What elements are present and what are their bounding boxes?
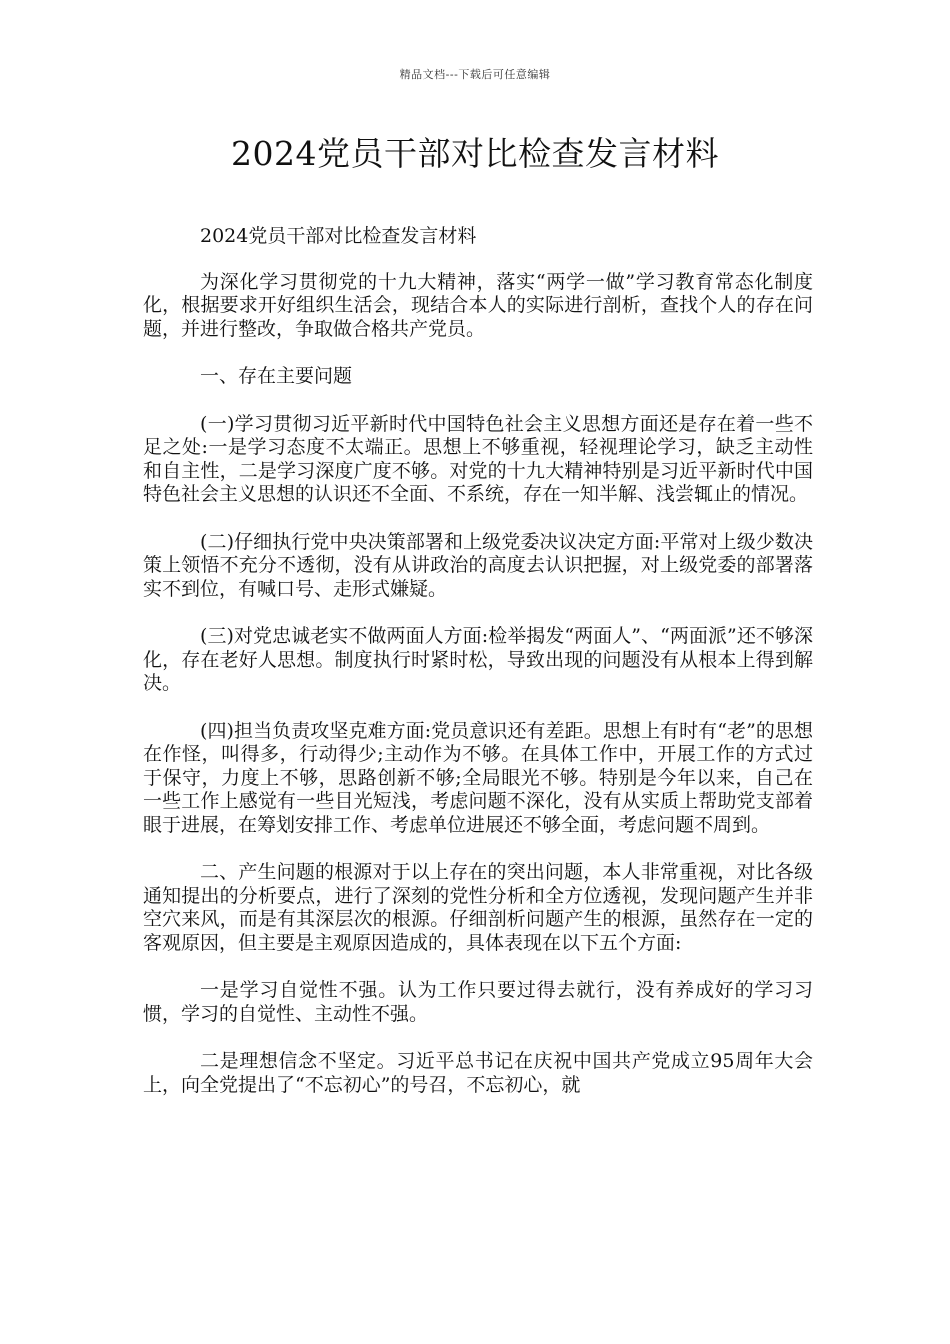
paragraph-problem-1: (一)学习贯彻习近平新时代中国特色社会主义思想方面还是存在着一些不足之处:一是学习态度不太端正。思想上不够重视，轻视理论学习，缺乏主动性和自主性，二是学习深度广度不够。对党的十九大精神特别是习近平新时代中国特色社会主义思想的认识还不全面、不系统，存在一知半解、浅尝辄止的情况。 — [143, 412, 813, 505]
paragraph-cause-1: 一是学习自觉性不强。认为工作只要过得去就行，没有养成好的学习习惯，学习的自觉性、主动性不强。 — [143, 979, 813, 1025]
section-heading-problems: 一、存在主要问题 — [200, 365, 353, 387]
page-header: 精品文档---下载后可任意编辑 — [399, 68, 551, 81]
paragraph-cause-2: 二是理想信念不坚定。习近平总书记在庆祝中国共产党成立95周年大会上，向全党提出了“不忘初心”的号召，不忘初心，就 — [143, 1050, 813, 1096]
paragraph-problem-4: (四)担当负责攻坚克难方面:党员意识还有差距。思想上有时有“老”的思想在作怪，叫得多，行动得少;主动作为不够。在具体工作中，开展工作的方式过于保守，力度上不够，思路创新不够;全局眼光不够。特别是今年以来，自己在一些工作上感觉有一些目光短浅，考虑问题不深化，没有从实质上帮助党支部着眼于进展，在筹划安排工作、考虑单位进展还不够全面，考虑问题不周到。 — [143, 719, 813, 836]
paragraph-root-causes: 二、产生问题的根源对于以上存在的突出问题，本人非常重视，对比各级通知提出的分析要点，进行了深刻的党性分析和全方位透视，发现问题产生并非空穴来风，而是有其深层次的根源。仔细剖析问题产生的根源，虽然存在一定的客观原因，但主要是主观原因造成的，具体表现在以下五个方面: — [143, 861, 813, 954]
paragraph-intro: 为深化学习贯彻党的十九大精神，落实“两学一做”学习教育常态化制度化，根据要求开好组织生活会，现结合本人的实际进行剖析，查找个人的存在问题，并进行整改，争取做合格共产党员。 — [143, 270, 813, 340]
paragraph-subtitle: 2024党员干部对比检查发言材料 — [200, 225, 477, 247]
document-body — [143, 225, 813, 1121]
paragraph-problem-3: (三)对党忠诚老实不做两面人方面:检举揭发“两面人”、“两面派”还不够深化，存在老好人思想。制度执行时紧时松，导致出现的问题没有从根本上得到解决。 — [143, 625, 813, 694]
paragraph-problem-2: (二)仔细执行党中央决策部署和上级党委决议决定方面:平常对上级少数决策上领悟不充分不透彻，没有从讲政治的高度去认识把握，对上级党委的部署落实不到位，有喊口号、走形式嫌疑。 — [143, 530, 813, 600]
document-title: 2024党员干部对比检查发言材料 — [231, 134, 719, 173]
